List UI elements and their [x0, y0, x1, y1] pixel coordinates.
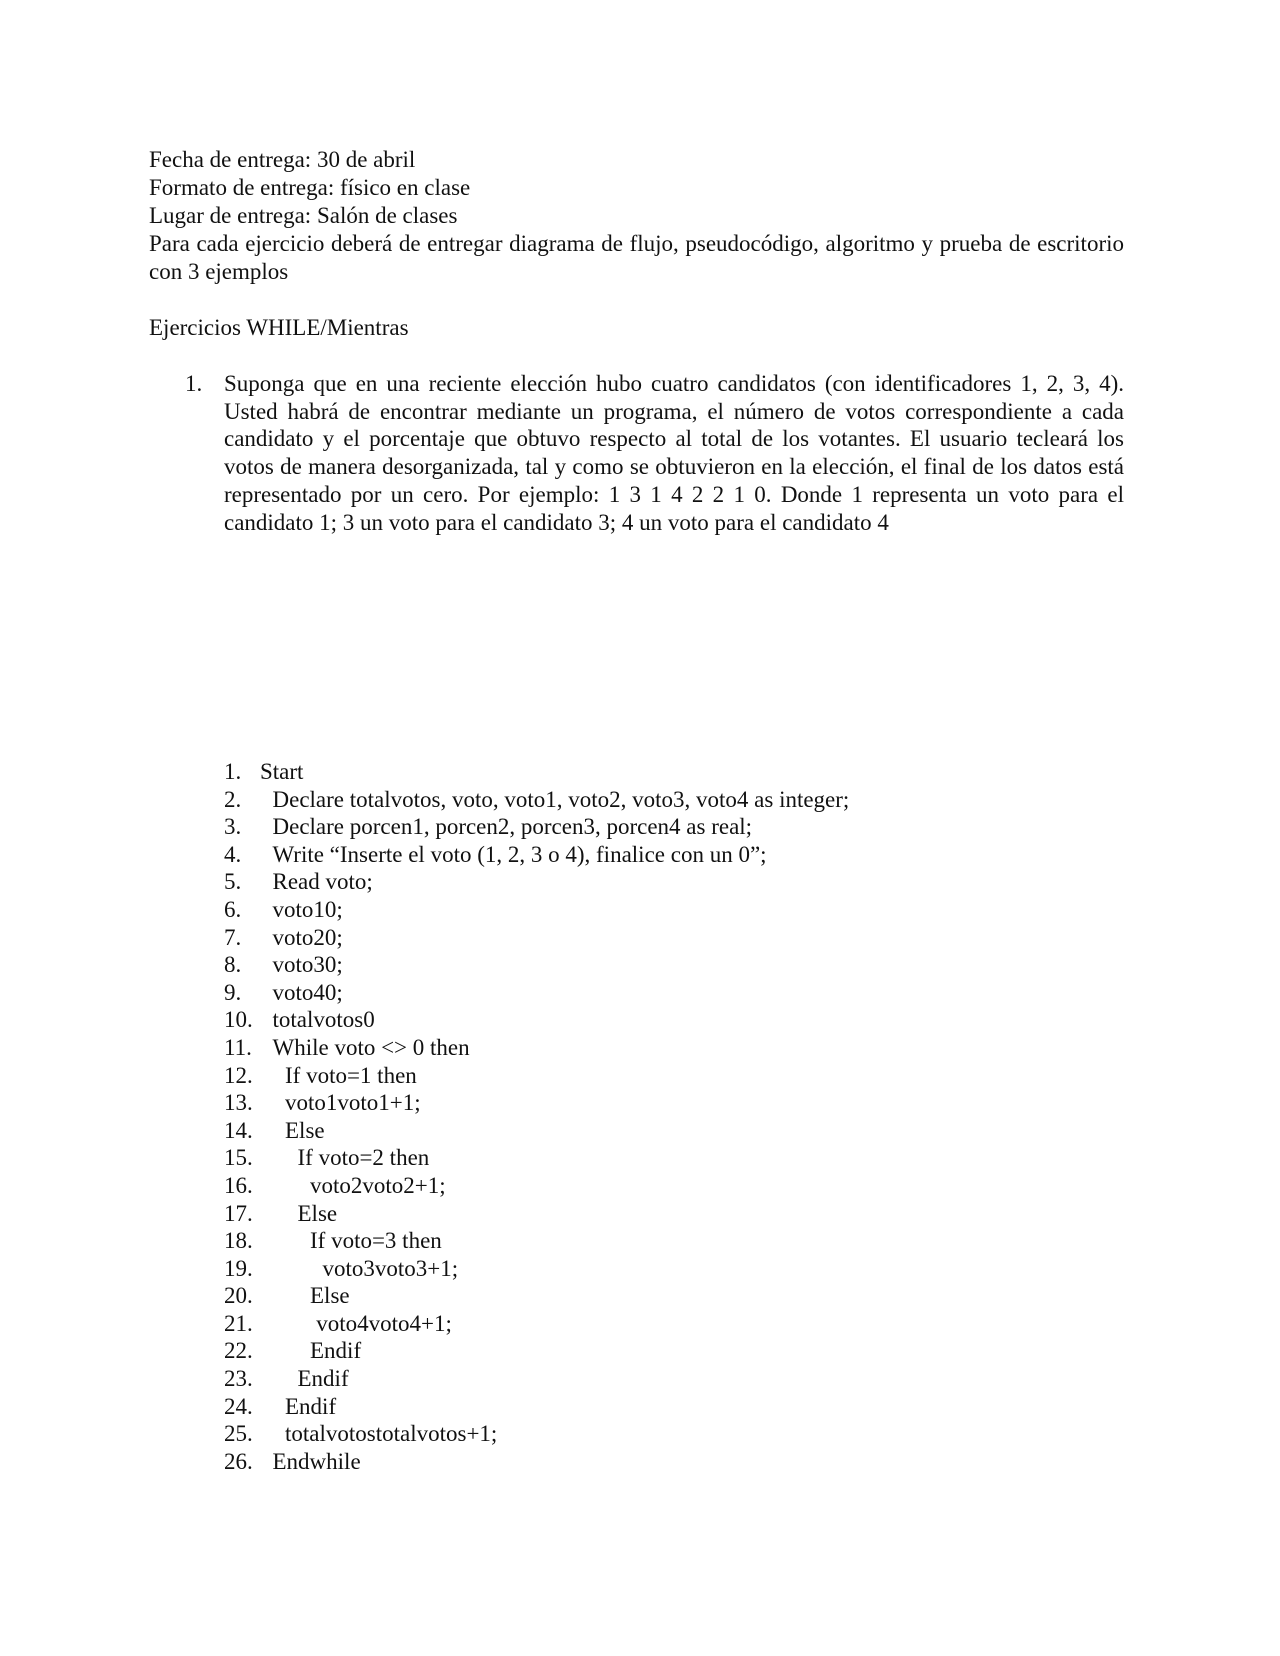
- line-number: 26.: [224, 1448, 253, 1474]
- line-text: Declare totalvotos, voto, voto1, voto2, voto3, voto4 as integer;: [272, 786, 850, 812]
- line-number: 5.: [224, 869, 242, 895]
- line-number: 23.: [224, 1366, 253, 1392]
- line-number: 12.: [224, 1062, 253, 1088]
- line-text: Endif: [310, 1338, 362, 1364]
- line-number: 18.: [224, 1228, 253, 1254]
- line-number: 4.: [224, 841, 242, 867]
- line-text: Write “Inserte el voto (1, 2, 3 o 4), finalice con un 0”;: [272, 841, 767, 867]
- line-text: Endwhile: [272, 1448, 361, 1474]
- line-number: 13.: [224, 1090, 253, 1116]
- line-text: voto1voto1+1;: [285, 1090, 421, 1116]
- instructions: Para cada ejercicio deberá de entregar diagrama de flujo, pseudocódigo, algoritmo y prueba de escritorio con 3 ejemplos: [149, 231, 1124, 284]
- line-text: Endif: [285, 1393, 337, 1419]
- line-number: 1.: [224, 759, 242, 784]
- line-number: 6.: [224, 896, 242, 922]
- line-text: Start: [260, 759, 304, 784]
- line-text: voto4voto4+1;: [316, 1310, 452, 1336]
- line-text: voto2voto2+1;: [310, 1172, 446, 1198]
- assignment-header: [149, 146, 1124, 286]
- line-number: 7.: [224, 924, 242, 950]
- line-text: voto3voto3+1;: [322, 1255, 459, 1281]
- line-text: totalvotostotalvotos+1;: [285, 1421, 498, 1447]
- line-text: Else: [310, 1283, 350, 1309]
- line-number: 17.: [224, 1200, 253, 1226]
- line-number: 19.: [224, 1255, 253, 1281]
- line-text: If voto=2 then: [297, 1145, 430, 1171]
- line-number: 20.: [224, 1283, 253, 1309]
- line-number: 2.: [224, 786, 242, 812]
- line-number: 10.: [224, 1007, 253, 1033]
- line-text: Declare porcen1, porcen2, porcen3, porcen4 as real;: [272, 814, 753, 840]
- due-date: Fecha de entrega: 30 de abril: [149, 147, 416, 172]
- line-number: 9.: [224, 979, 242, 1005]
- line-text: Endif: [297, 1366, 349, 1392]
- line-text: If voto=3 then: [310, 1228, 442, 1254]
- line-number: 22.: [224, 1338, 253, 1364]
- line-number: 8.: [224, 952, 242, 978]
- section-title: Ejercicios WHILE/Mientras: [149, 315, 409, 340]
- line-number: 15.: [224, 1145, 253, 1171]
- line-text: If voto=1 then: [285, 1062, 417, 1088]
- line-text: Else: [297, 1200, 338, 1226]
- line-number: 14.: [224, 1117, 253, 1143]
- line-number: 16.: [224, 1172, 253, 1198]
- line-number: 3.: [224, 814, 242, 840]
- delivery-format: Formato de entrega: físico en clase: [149, 175, 471, 200]
- line-number: 11.: [224, 1034, 252, 1060]
- exercise-text: Suponga que en una reciente elección hubo cuatro candidatos (con identificadores 1, 2, 3, 4). Usted habrá de encontrar mediante un programa, el número de votos correspondiente a cada candidato y el porcentaje que obtuvo respecto al total de los votantes. El usuario tecleará los votos de manera desorganizada, tal y como se obtuvieron en la elección, el final de los datos está representado por un cero. Por ejemplo: 1 3 1 4 2 2 1 0. Donde 1 representa un voto para el candidato 1; 3 un voto para el candidato 3; 4 un voto para el candidato 4: [224, 371, 1124, 535]
- line-text: voto10;: [272, 896, 343, 922]
- line-number: 25.: [224, 1421, 253, 1447]
- line-text: Else: [285, 1117, 325, 1143]
- line-number: 21.: [224, 1310, 253, 1336]
- line-number: 24.: [224, 1393, 253, 1419]
- exercise-number: 1.: [185, 371, 203, 396]
- line-text: While voto <> 0 then: [272, 1034, 470, 1060]
- line-text: totalvotos0: [272, 1007, 375, 1033]
- delivery-place: Lugar de entrega: Salón de clases: [149, 203, 458, 228]
- line-text: voto30;: [272, 952, 343, 978]
- line-text: voto40;: [272, 979, 343, 1005]
- line-text: voto20;: [272, 924, 343, 950]
- line-text: Read voto;: [272, 869, 373, 895]
